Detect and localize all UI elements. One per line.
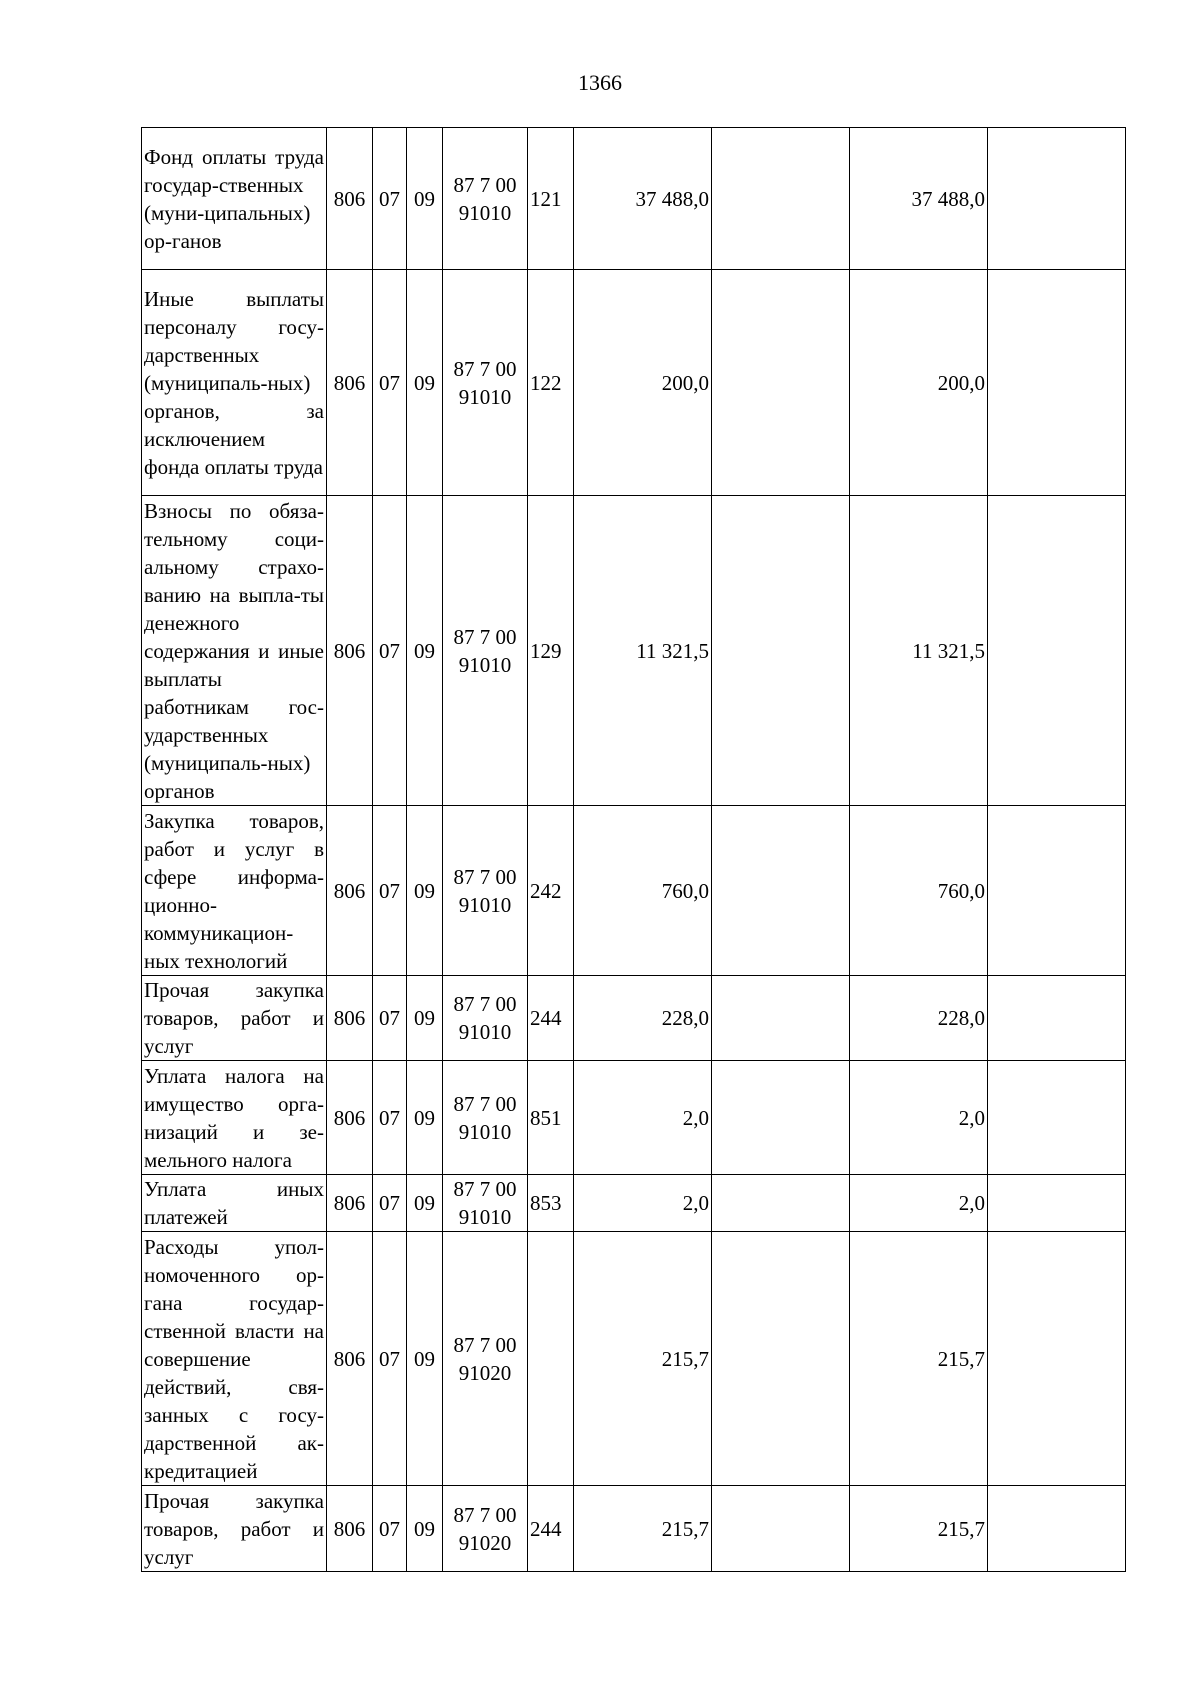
csr-line-1: 87 7 00 [453,1177,517,1201]
amount-col-9: 760,0 [850,806,988,976]
table-row [142,806,1126,976]
grbs-code: 806 [327,1232,373,1486]
csr-line-2: 91020 [458,1360,512,1385]
row-name: Взносы по обяза-тельному соци-альному страхо-ванию на выпла-ты денежного содержания и иные выплаты работникам гос-ударственных (муниципаль-ных) органов [142,496,327,806]
amount-col-8 [712,1486,850,1572]
subsection-code: 09 [407,128,443,270]
table-row [142,1486,1126,1572]
amount: 200,0 [574,270,712,496]
expense-type-code [528,1232,574,1486]
target-article-code [443,1175,528,1232]
amount-col-10 [988,1232,1126,1486]
row-name: Расходы упол-номоченного ор-гана государ-ственной власти на совершение действий, свя-занных с госу-дарственной ак-кредитацией [142,1232,327,1486]
csr-line-2: 91010 [458,1119,512,1144]
subsection-code: 09 [407,1486,443,1572]
csr-line-1: 87 7 00 [453,1502,517,1527]
csr-line-1: 87 7 00 [453,1091,517,1116]
table-row [142,496,1126,806]
table-row [142,976,1126,1061]
csr-line-2: 91010 [458,1020,512,1044]
amount-col-10 [988,976,1126,1061]
row-name: Уплата иных платежей [142,1175,327,1232]
csr-line-1: 87 7 00 [453,864,517,889]
row-name: Уплата налога на имущество орга-низаций и зе-мельного налога [142,1061,327,1175]
section-code: 07 [373,806,407,976]
expense-type-code: 121 [528,128,574,270]
target-article-code [443,1232,528,1486]
expense-type-code: 244 [528,976,574,1061]
section-code: 07 [373,1061,407,1175]
csr-line-1: 87 7 00 [453,624,517,649]
amount: 215,7 [574,1232,712,1486]
csr-line-2: 91010 [458,652,512,677]
grbs-code: 806 [327,1175,373,1232]
expense-type-code: 122 [528,270,574,496]
grbs-code: 806 [327,1486,373,1572]
target-article-code [443,976,528,1061]
amount: 2,0 [574,1175,712,1232]
row-name: Закупка товаров, работ и услуг в сфере информа-ционно-коммуникацион-ных технологий [142,806,327,976]
table-row [142,128,1126,270]
amount: 215,7 [574,1486,712,1572]
grbs-code: 806 [327,128,373,270]
target-article-code [443,1486,528,1572]
amount-col-8 [712,128,850,270]
target-article-code [443,496,528,806]
amount-col-8 [712,1061,850,1175]
amount-col-8 [712,496,850,806]
row-name: Фонд оплаты труда государ-ственных (муни-ципальных) ор-ганов [142,128,327,270]
section-code: 07 [373,1232,407,1486]
csr-line-1: 87 7 00 [453,172,517,197]
row-name: Прочая закупка товаров, работ и услуг [142,976,327,1061]
csr-line-1: 87 7 00 [453,992,517,1016]
grbs-code: 806 [327,270,373,496]
amount-col-9: 200,0 [850,270,988,496]
table-row [142,270,1126,496]
csr-line-1: 87 7 00 [453,356,517,381]
amount-col-9: 215,7 [850,1232,988,1486]
amount-col-10 [988,270,1126,496]
subsection-code: 09 [407,1175,443,1232]
amount-col-9: 11 321,5 [850,496,988,806]
section-code: 07 [373,1175,407,1232]
table-row [142,1061,1126,1175]
expense-type-code: 853 [528,1175,574,1232]
amount-col-9: 215,7 [850,1486,988,1572]
amount-col-10 [988,1061,1126,1175]
amount-col-10 [988,1175,1126,1232]
grbs-code: 806 [327,806,373,976]
grbs-code: 806 [327,496,373,806]
subsection-code: 09 [407,1061,443,1175]
amount-col-9: 37 488,0 [850,128,988,270]
target-article-code [443,270,528,496]
row-name: Иные выплаты персоналу госу-дарственных (муниципаль-ных) органов, за исключением фонда оплаты труда [142,270,327,496]
target-article-code [443,806,528,976]
amount-col-8 [712,1175,850,1232]
grbs-code: 806 [327,976,373,1061]
subsection-code: 09 [407,496,443,806]
amount-col-10 [988,806,1126,976]
grbs-code: 806 [327,1061,373,1175]
subsection-code: 09 [407,976,443,1061]
row-name: Прочая закупка товаров, работ и услуг [142,1486,327,1572]
section-code: 07 [373,270,407,496]
amount-col-10 [988,1486,1126,1572]
csr-line-2: 91020 [458,1530,512,1555]
subsection-code: 09 [407,270,443,496]
section-code: 07 [373,1486,407,1572]
amount-col-8 [712,806,850,976]
amount-col-10 [988,128,1126,270]
amount-col-9: 2,0 [850,1175,988,1232]
amount: 760,0 [574,806,712,976]
page-number: 1366 [578,70,622,95]
section-code: 07 [373,128,407,270]
csr-line-2: 91010 [458,1205,512,1229]
expense-type-code: 242 [528,806,574,976]
csr-line-2: 91010 [458,892,512,917]
amount: 228,0 [574,976,712,1061]
target-article-code [443,1061,528,1175]
csr-line-2: 91010 [458,200,512,225]
table-body [142,128,1126,1572]
csr-line-2: 91010 [458,384,512,409]
amount-col-8 [712,270,850,496]
section-code: 07 [373,496,407,806]
expense-type-code: 244 [528,1486,574,1572]
amount-col-9: 2,0 [850,1061,988,1175]
subsection-code: 09 [407,1232,443,1486]
target-article-code [443,128,528,270]
amount: 11 321,5 [574,496,712,806]
amount-col-8 [712,976,850,1061]
amount-col-9: 228,0 [850,976,988,1061]
amount: 37 488,0 [574,128,712,270]
table-row [142,1175,1126,1232]
section-code: 07 [373,976,407,1061]
table-row [142,1232,1126,1486]
amount-col-8 [712,1232,850,1486]
budget-table [141,127,1126,1572]
expense-type-code: 129 [528,496,574,806]
expense-type-code: 851 [528,1061,574,1175]
amount: 2,0 [574,1061,712,1175]
csr-line-1: 87 7 00 [453,1332,517,1357]
amount-col-10 [988,496,1126,806]
subsection-code: 09 [407,806,443,976]
